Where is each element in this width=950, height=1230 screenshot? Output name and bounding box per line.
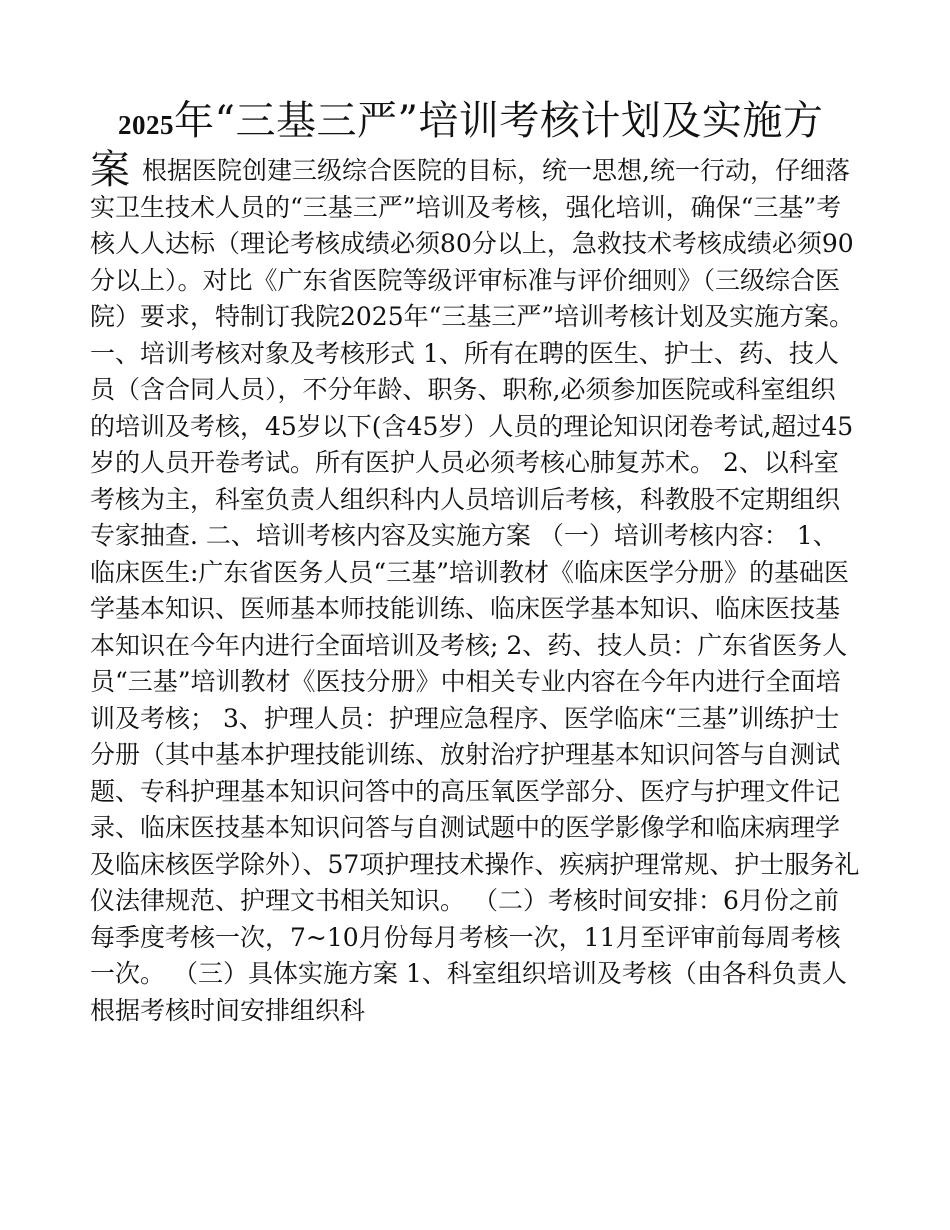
title-year: 2025 [118, 110, 174, 140]
body-paragraph-section-1: 一、培训考核对象及考核形式 1、所有在聘的医生、护士、药、技人员（含合同人员），不分年龄、职务、职称,必须参加医院或科室组织的培训及考核，45岁以下(含45岁）人员的理论知识闭卷考试,超过45岁的人员开卷考试。所有医护人员必须考核心肺复苏术。 [90, 338, 854, 477]
document-title [90, 92, 870, 154]
body-paragraph-section-2: 二、培训考核内容及实施方案 （一）培训考核内容： 1、临床医生:广东省医务人员“三基”培训教材《临床医学分册》的基础医学基本知识、医师基本师技能训练、临床医学基本知识、临床医技基本知识在今年内进行全面培训及考核; 2、药、技人员：广东省医务人员“三基”培训教材《医技分册》中相关专业内容在今年内进行全面培训及考核； 3、护理人员：护理应急程序、医学临床“三基”训练护士分册（其中基本护理技能训练、放射治疗护理基本知识问答与自测试题、专科护理基本知识问答中的高压氧医学部分、医疗与护理文件记录、临床医技基本知识问答与自测试题中的医学影像学和临床病理学及临床核医学除外）、57项护理技术操作、疾病护理常规、护士服务礼仪法律规范、护理文书相关知识。 [90, 521, 860, 915]
body-paragraph-schedule: （二）考核时间安排：6月份之前每季度考核一次，7~10月份每月考核一次，11月至评审前每周考核一次。 [90, 886, 841, 988]
title-continuation-char: 案 [90, 147, 130, 193]
title-text: 年“三基三严”培训考核计划及实施方 [174, 98, 824, 144]
body-paragraph-section-1-item-2: 2、以科室考核为主，科室负责人组织科内人员培训后考核，科教股不定期组织专家抽查. [90, 448, 841, 550]
document-body [90, 147, 860, 1029]
body-paragraph-intro: 根据医院创建三级综合医院的目标，统一思想,统一行动，仔细落实卫生技术人员的“三基三严”培训及考核，强化培训，确保“三基”考核人人达标（理论考核成绩必须80分以上，急救技术考核成绩必须90分以上）。对比《广东省医院等级评审标准与评价细则》（三级综合医院）要求，特制订我院2025年“三基三严”培训考核计划及实施方案。 [90, 156, 855, 331]
body-paragraph-implementation: （三）具体实施方案 1、科室组织培训及考核（由各科负责人根据考核时间安排组织科 [90, 959, 847, 1025]
